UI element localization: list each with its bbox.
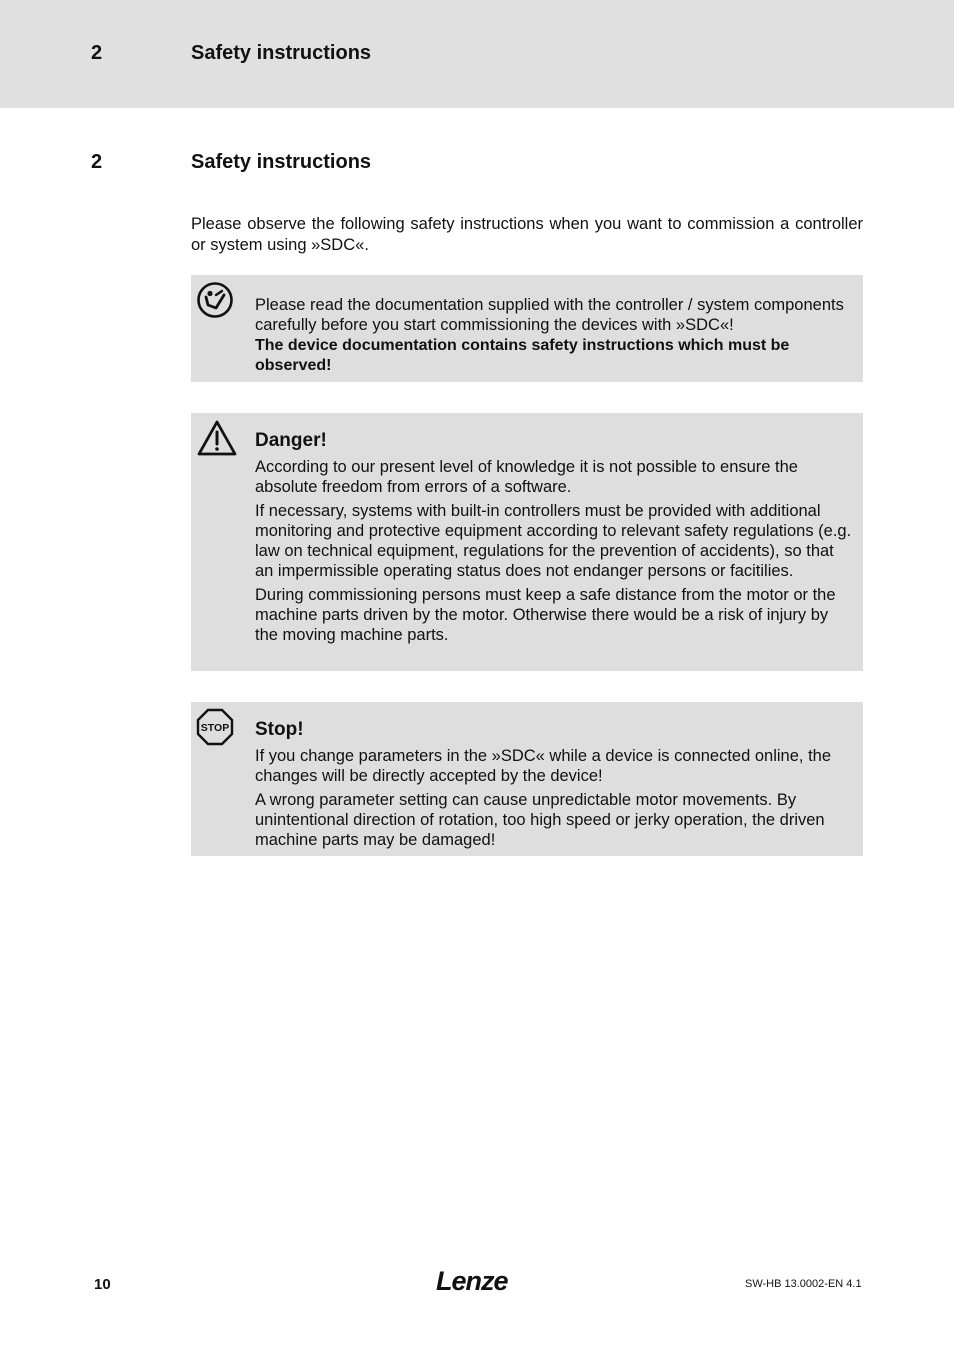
danger-title: Danger!	[255, 430, 327, 451]
stop-paragraph: If you change parameters in the »SDC« while a device is connected online, the changes will be directly accepted by the device!	[255, 747, 832, 785]
warning-triangle-icon	[196, 419, 238, 462]
danger-box	[191, 413, 863, 671]
note-box	[191, 275, 863, 382]
note-text: Please read the documentation supplied with the controller / system components carefully before you start commissioning the devices with »SDC«!	[255, 296, 844, 334]
note-bold-text: The device documentation contains safety instructions which must be observed!	[255, 337, 790, 374]
danger-paragraph: According to our present level of knowledge it is not possible to ensure the absolute freedom from errors of a software.	[255, 458, 798, 496]
section-number: 2	[91, 151, 103, 173]
read-documentation-icon	[196, 281, 234, 324]
svg-text:Lenze: Lenze	[436, 1266, 508, 1296]
stop-sign-text: STOP	[200, 722, 230, 734]
stop-title: Stop!	[255, 719, 304, 740]
stop-paragraph: A wrong parameter setting can cause unpredictable motor movements. By unintentional direction of rotation, too high speed or jerky operation, the driven machine parts may be damaged!	[255, 791, 825, 849]
stop-box	[191, 702, 863, 856]
running-header-title: Safety instructions	[191, 42, 372, 64]
intro-paragraph: Please observe the following safety instructions when you want to commission a controller or system using »SDC«.	[191, 215, 863, 254]
document-code: SW-HB 13.0002-EN 4.1	[745, 1278, 862, 1290]
danger-paragraph: If necessary, systems with built-in controllers must be provided with additional monitoring and protective equipment according to relevant safety regulations (e.g. law on technical equipment, regulations for the prevention of accidents), so that an impermissible operating status does not endanger persons or facitilies.	[255, 502, 852, 580]
running-header-band	[0, 0, 954, 108]
section-title: Safety instructions	[191, 151, 372, 173]
stop-sign-icon	[196, 708, 234, 751]
danger-paragraph: During commissioning persons must keep a safe distance from the motor or the machine parts driven by the motor. Otherwise there would be a risk of injury by the moving machine parts.	[255, 586, 836, 644]
lenze-logo	[436, 1264, 516, 1301]
page-number: 10	[94, 1276, 111, 1293]
running-header-number: 2	[91, 42, 103, 64]
